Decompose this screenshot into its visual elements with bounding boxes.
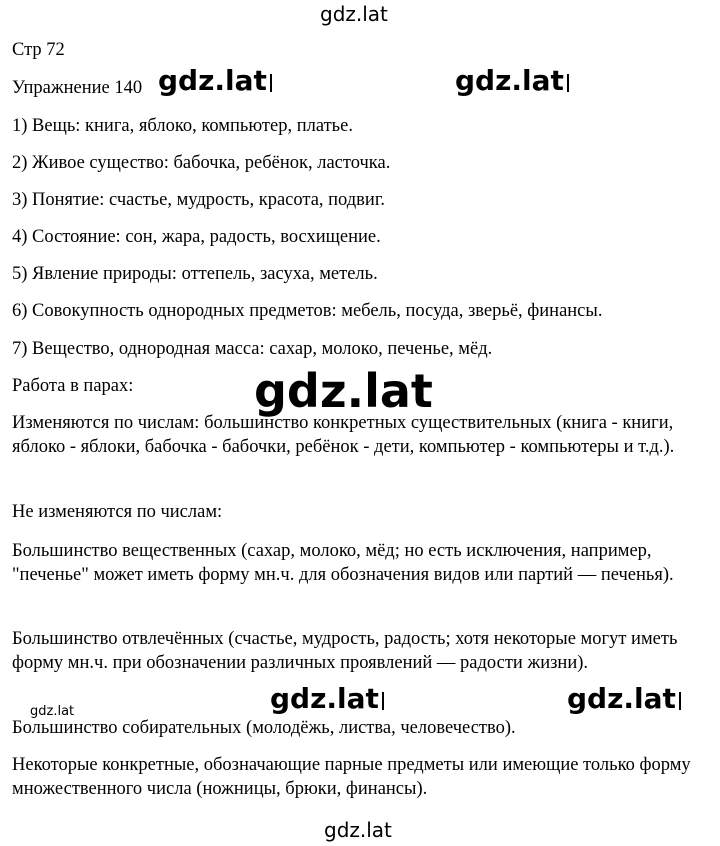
- collective-paragraph: Большинство собирательных (молодёжь, листва, человечество).: [12, 718, 516, 738]
- watermark-cursor-icon: [382, 692, 384, 710]
- list-item-3: 3) Понятие: счастье, мудрость, красота, подвиг.: [12, 190, 385, 210]
- watermark-cursor-icon: [270, 74, 272, 92]
- watermark-logo-2: gdz.lat: [455, 64, 569, 97]
- material-paragraph: Большинство вещественных (сахар, молоко, мёд; но есть исключения, например, "печенье" может иметь форму мн.ч. для обозначения видов или партий — печенья).: [12, 541, 674, 585]
- pair-work-heading: Работа в парах:: [12, 376, 134, 396]
- watermark-logo-1: gdz.lat: [158, 64, 272, 97]
- list-item-1: 1) Вещь: книга, яблоко, компьютер, платье.: [12, 116, 353, 136]
- watermark-center: gdz.lat: [254, 364, 433, 418]
- list-item-5: 5) Явление природы: оттепель, засуха, метель.: [12, 264, 378, 284]
- exercise-title: Упражнение 140: [12, 78, 143, 98]
- changing-paragraph: Изменяются по числам: большинство конкретных существительных (книга - книги, яблоко - яблоки, бабочка - бабочки, ребёнок - дети, компьютер - компьютеры и т.д.).: [12, 413, 675, 457]
- concrete-paragraph: Некоторые конкретные, обозначающие парные предметы или имеющие только форму множественного числа (ножницы, брюки, финансы).: [12, 755, 691, 799]
- page-number: Стр 72: [12, 40, 65, 60]
- watermark-logo-4: gdz.lat: [567, 682, 681, 715]
- list-item-7: 7) Вещество, однородная масса: сахар, молоко, печенье, мёд.: [12, 339, 493, 359]
- watermark-cursor-icon: [567, 74, 569, 92]
- watermark-cursor-icon: [679, 692, 681, 710]
- watermark-small: gdz.lat: [30, 704, 75, 719]
- list-item-4: 4) Состояние: сон, жара, радость, восхищение.: [12, 227, 381, 247]
- abstract-paragraph: Большинство отвлечённых (счастье, мудрость, радость; хотя некоторые могут иметь форму мн.ч. при обозначении различных проявлений — радости жизни).: [12, 629, 678, 673]
- list-item-6: 6) Совокупность однородных предметов: мебель, посуда, зверьё, финансы.: [12, 301, 603, 321]
- not-changing-heading: Не изменяются по числам:: [12, 502, 223, 522]
- watermark-logo-3: gdz.lat: [270, 682, 384, 715]
- watermark-top: gdz.lat: [320, 2, 388, 26]
- watermark-bottom: gdz.lat: [324, 818, 392, 842]
- list-item-2: 2) Живое существо: бабочка, ребёнок, ласточка.: [12, 153, 391, 173]
